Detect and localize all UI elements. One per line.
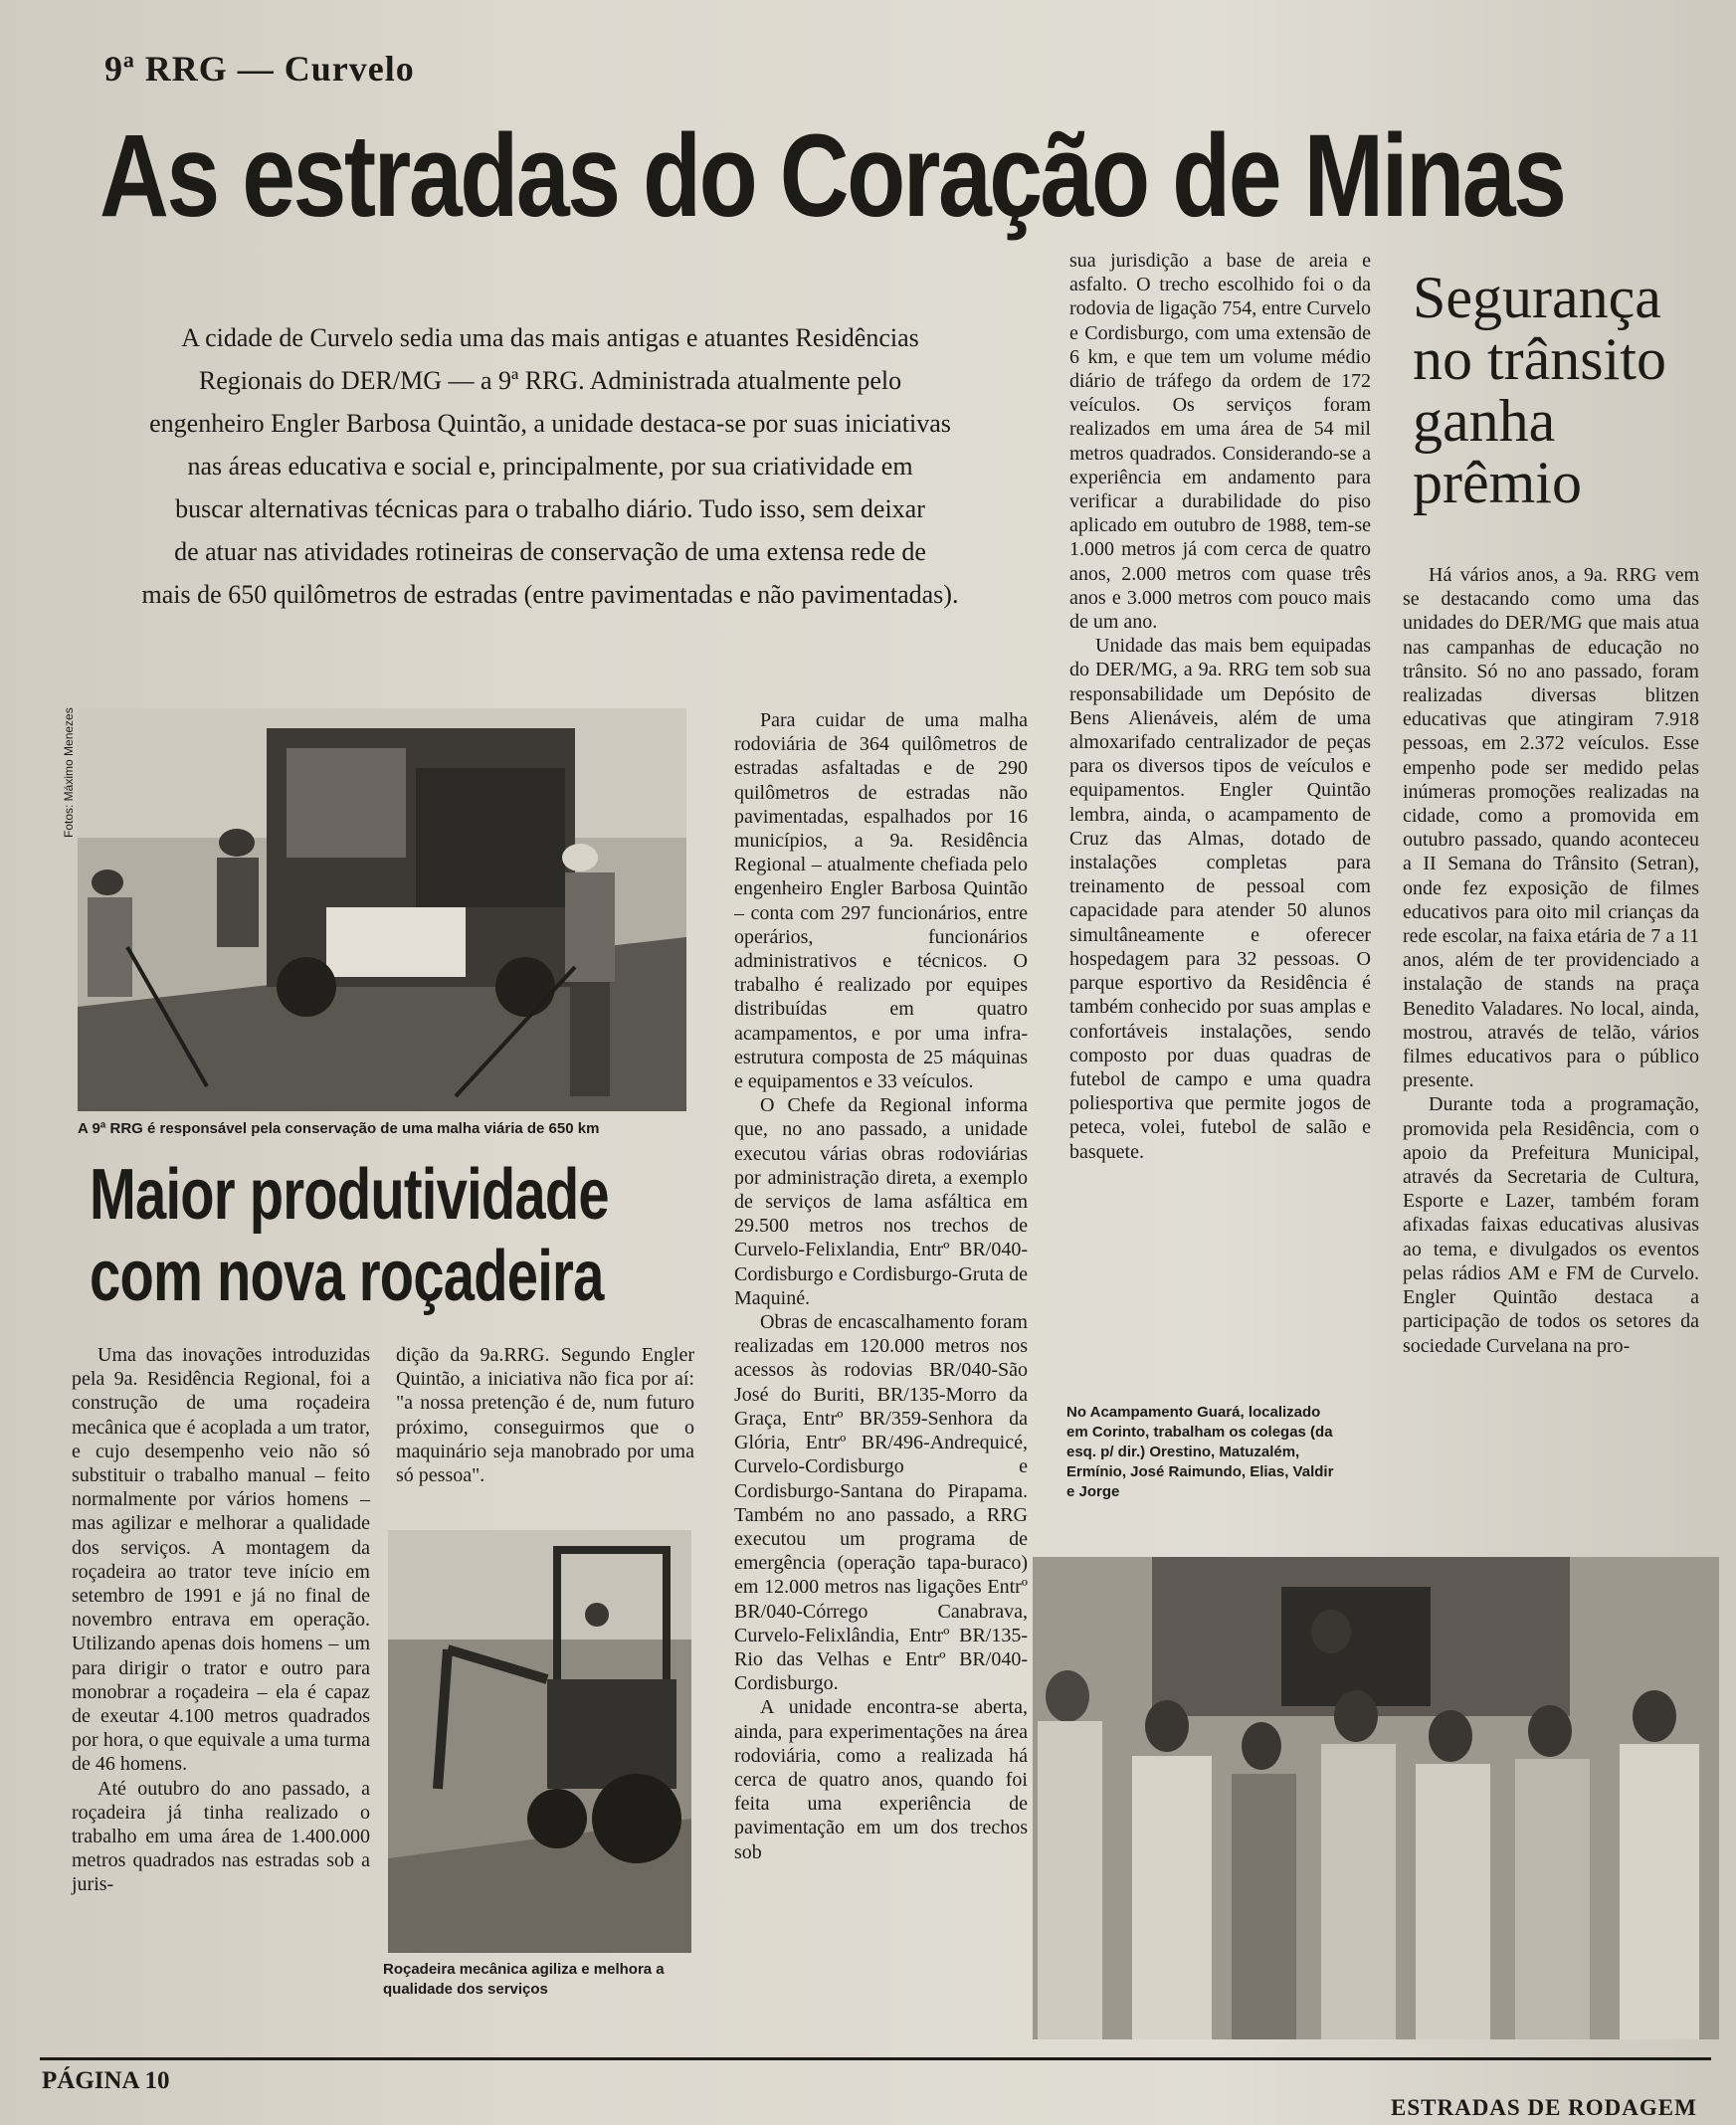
paragraph: Obras de encascalhamento foram realizadas em 120.000 metros nos acessos às rodovias BR/040-São José do Buriti, BR/135-Morro da Graça, Entrº BR/359-Senhora da Glória, Entrº BR/496-Andrequicé, Curvelo-Cordisburgo e Cordisburgo-Santana do Pirapama. Também no ano passado, a RRG executou um programa de emergência (operação tapa-buraco) em 12.000 metros nas ligações Entrº BR/040-Córrego Canabrava, Curvelo-Felixlândia, Entrº BR/135-Rio das Velhas e Entrº BR/040-Cordisburgo. — [734, 1311, 1028, 1695]
subhead-line-2: com nova roçadeira — [90, 1237, 604, 1316]
paragraph: O Chefe da Regional informa que, no ano passado, a unidade executou várias obras rodoviárias por administração direta, a exemplo de serviços de lama asfáltica em 29.500 metros nos trechos de Curvelo-Felixlandia, Entrº BR/040-Cordisburgo e Cordisburgo-Gruta de Maquiné. — [734, 1094, 1028, 1309]
sidebar-headline-line: Segurança — [1413, 265, 1661, 330]
paving-photo — [78, 708, 686, 1111]
paragraph: Unidade das mais bem equipadas do DER/MG, a 9a. RRG tem sob sua responsabilidade um Depósito de Bens Alienáveis, além de uma almoxarifado centralizador de peças para os diversos tipos de veículos e equipamentos. Engler Quintão lembra, ainda, o acampamento de Cruz das Almas, dotado de instalações completas para treinamento de pessoal com capacidade para atender 50 alunos simultâneamente e oferecer hospedagem para 32 pessoas. O parque esportivo da Residência é também conhecido por suas amplas e confortáveis instalações, sendo composto por duas quadras de futebol de campo e uma quadra poliesportiva que permite jogos de peteca, volei, futebol de salão e basquete. — [1069, 635, 1371, 1163]
sidebar-headline-line: no trânsito — [1413, 326, 1666, 392]
lead-line: mais de 650 quilômetros de estradas (entre pavimentadas e não pavimentadas). — [141, 580, 959, 609]
section-tag: 9ª RRG — Curvelo — [104, 49, 415, 89]
sidebar-headline — [1413, 267, 1731, 513]
lead-paragraph — [88, 316, 1013, 616]
lead-line: A cidade de Curvelo sedia uma das mais antigas e atuantes Residências — [181, 323, 919, 352]
sidebar-headline-line: ganha — [1413, 388, 1556, 454]
publication-name: ESTRADAS DE RODAGEM — [1391, 2095, 1697, 2120]
lead-line: nas áreas educativa e social e, principalmente, por sua criatividade em — [187, 452, 913, 481]
paragraph: Uma das inovações introduzidas pela 9a. Residência Regional, foi a construção de uma roçadeira mecânica que é acoplada a um trator, e cujo desempenho veio não só substituir o trabalho manual – feito normalmente por vários homens – mas agilizar e melhorar a qualidade dos serviços. A montagem da roçadeira ao trator teve início em setembro de 1991 e já no final de novembro entrava em operação. Utilizando apenas dois homens – um para dirigir o trator e outro para monobrar a roçadeira – ela é capaz de exeutar 4.100 metros quadrados por hora, o que equivale a uma turma de 46 homens. — [72, 1344, 370, 1776]
paragraph: Durante toda a programação, promovida pela Residência, com o apoio da Prefeitura Municipal, através da Secretaria de Cultura, Esporte e Lazer, também foram afixadas faixas educativas alusivas ao tema, e divulgados os eventos pelas rádios AM e FM de Curvelo. Engler Quintão destaca a participação de todos os setores da sociedade Curvelana na pro- — [1403, 1093, 1699, 1357]
page-number: PÁGINA 10 — [42, 2067, 170, 2094]
footer-rule — [40, 2057, 1711, 2060]
photo-credit: Fotos: Máximo Menezes — [62, 707, 76, 838]
lead-line: Regionais do DER/MG — a 9ª RRG. Administrada atualmente pelo — [198, 366, 902, 395]
paragraph: Há vários anos, a 9a. RRG vem se destacando como uma das unidades do DER/MG que mais atua nas campanhas de educação no trânsito. Só no ano passado, foram realizadas diversas blitzen educativas que atingiram 7.918 pessoas, em 2.372 veículos. Esse empenho pode ser medido pelas inúmeras promoções realizadas na cidade, como a promovida em outubro passado, quando aconteceu a II Semana do Trânsito (Setran), onde fez exposição de filmes educativos para oito mil crianças da rede escolar, na faixa etária de 7 a 11 anos, além de ter providenciado a instalação de stands na praça Benedito Valadares. No local, ainda, mostrou, através de telão, vários filmes educativos para o público presente. — [1403, 564, 1699, 1092]
crew-caption: No Acampamento Guará, localizado em Corinto, trabalham os colegas (da esq. p/ dir.) Orestino, Matuzalém, Ermínio, José Raimundo, Elias, Valdir e Jorge — [1066, 1404, 1334, 1500]
lead-line: de atuar nas atividades rotineiras de conservação de uma extensa rede de — [174, 537, 926, 566]
paving-caption: A 9ª RRG é responsável pela conservação de uma malha viária de 650 km — [78, 1120, 600, 1137]
paragraph: Para cuidar de uma malha rodoviária de 364 quilômetros de estradas asfaltadas e de 290 quilômetros de estradas não pavimentadas, espalhados por 16 municípios, a 9a. Residência Regional – atualmente chefiada pelo engenheiro Engler Barbosa Quintão – conta com 297 funcionários, entre operários, funcionários administrativos e técnicos. O trabalho é realizado por equipes distribuídas em quatro acampamentos, e por uma infra-estrutura composta de 25 máquinas e equipamentos e 33 veículos. — [734, 709, 1028, 1093]
paragraph: Até outubro do ano passado, a roçadeira já tinha realizado o trabalho em uma área de 1.400.000 metros quadrados nas estradas sob a juris- — [72, 1777, 370, 1896]
main-column-4 — [1069, 249, 1371, 1164]
paragraph: sua jurisdição a base de areia e asfalto. O trecho escolhido foi o da rodovia de ligação 754, entre Curvelo e Cordisburgo, com uma extensão de 6 km, e que tem um volume médio diário de tráfego da ordem de 172 veículos. Os serviços foram realizados em uma área de 54 mil metros quadrados. Considerando-se a experiência em andamento para verificar a durabilidade do piso aplicado em outubro de 1988, tem-se 1.000 metros já com cerca de quatro anos, 2.000 metros com quase três anos e 3.000 metros com pouco mais de um ano. — [1069, 250, 1371, 634]
lead-line: engenheiro Engler Barbosa Quintão, a unidade destaca-se por suas iniciativas — [149, 409, 951, 438]
paragraph: dição da 9a.RRG. Segundo Engler Quintão, a iniciativa não fica por aí: "a nossa pretenção é de, num futuro próximo, conseguirmos que o maquinário seja manobrado por uma só pessoa". — [396, 1344, 694, 1487]
lead-line: buscar alternativas técnicas para o trabalho diário. Tudo isso, sem deixar — [175, 494, 925, 523]
mower-photo — [388, 1530, 691, 1953]
mower-caption: Roçadeira mecânica agiliza e melhora a qualidade dos serviços — [383, 1961, 665, 1998]
crew-photo — [1033, 1557, 1719, 2039]
sidebar-body — [1403, 563, 1699, 1358]
subhead-line-1: Maior produtividade — [90, 1155, 609, 1235]
sidebar-headline-line: prêmio — [1413, 450, 1582, 515]
rocadeira-column-2 — [396, 1343, 694, 1487]
paragraph: A unidade encontra-se aberta, ainda, para experimentações na área rodoviária, como a realizada há cerca de quatro anos, quando foi feita uma experiência de pavimentação em um dos trechos sob — [734, 1696, 1028, 1863]
main-column-3 — [734, 708, 1028, 1864]
main-headline: As estradas do Coração de Minas — [99, 110, 1565, 242]
rocadeira-column-1 — [72, 1343, 370, 1897]
